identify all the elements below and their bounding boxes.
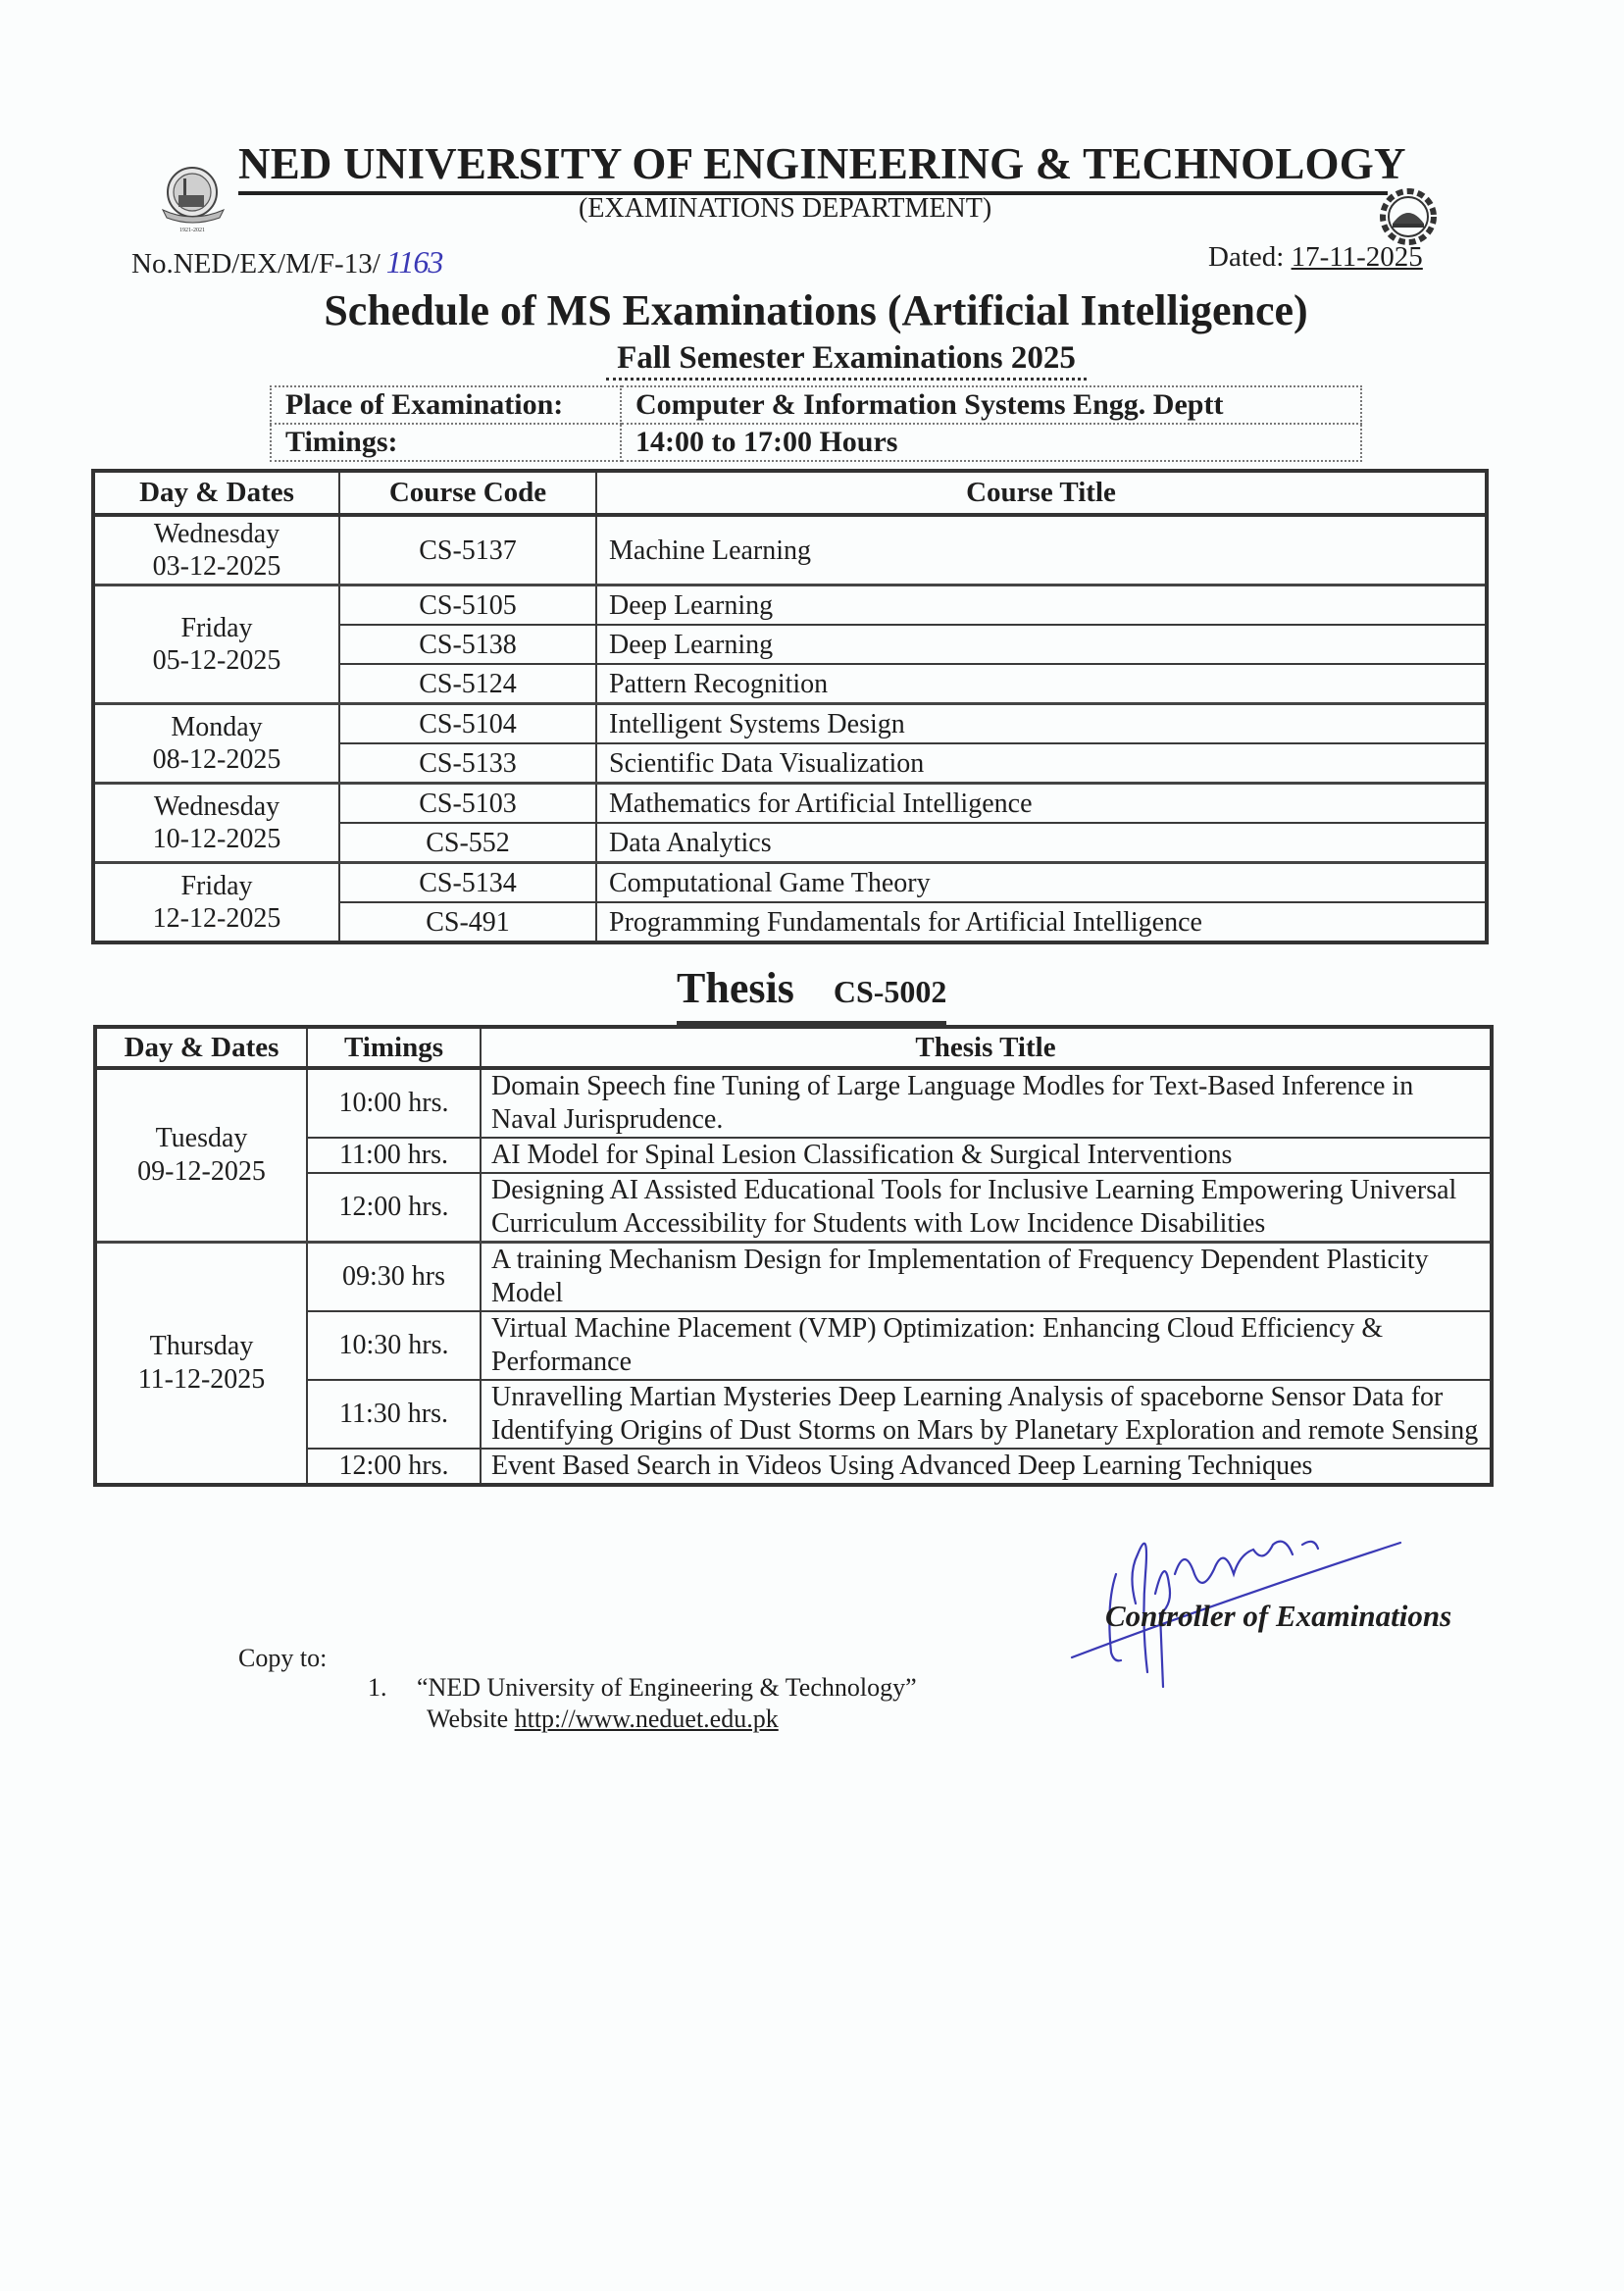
course-code: CS-5138 [339, 625, 596, 664]
thesis-row [95, 1243, 1492, 1312]
thesis-title: Domain Speech fine Tuning of Large Language Modles for Text-Based Inference in Naval Jurisprudence. [481, 1068, 1492, 1138]
exam-date: 10-12-2025 [152, 824, 281, 854]
place-row [271, 386, 1361, 424]
department-name: (EXAMINATIONS DEPARTMENT) [579, 193, 992, 224]
defense-time: 11:30 hrs. [307, 1380, 481, 1449]
defense-time: 11:00 hrs. [307, 1138, 481, 1173]
defense-day: Tuesday [155, 1123, 248, 1153]
exam-date: 05-12-2025 [152, 645, 281, 676]
thesis-heading [677, 966, 946, 1025]
copy-to-label: Copy to: [238, 1644, 328, 1672]
course-code: CS-5134 [339, 863, 596, 903]
defense-day-date-cell [95, 1068, 307, 1243]
thesis-heading-word: Thesis [677, 964, 794, 1012]
course-title: Deep Learning [596, 625, 1487, 664]
course-code: CS-552 [339, 823, 596, 863]
exam-info-box [270, 385, 1362, 462]
timings-value: 14:00 to 17:00 Hours [621, 424, 1361, 461]
defense-time: 10:30 hrs. [307, 1311, 481, 1380]
exam-date: 03-12-2025 [152, 551, 281, 582]
defense-time: 09:30 hrs [307, 1243, 481, 1312]
reference-handwritten-number: 1163 [385, 244, 443, 280]
copy-item-recipient: “NED University of Engineering & Technology” [417, 1673, 917, 1702]
defense-time: 10:00 hrs. [307, 1068, 481, 1138]
course-title: Data Analytics [596, 823, 1487, 863]
column-header-day-dates: Day & Dates [93, 471, 339, 515]
course-code: CS-5137 [339, 515, 596, 585]
course-code: CS-5104 [339, 704, 596, 744]
exam-day: Friday [180, 871, 253, 901]
exam-day: Wednesday [153, 519, 280, 549]
exam-day-date-cell [93, 585, 339, 704]
timings-label: Timings: [271, 424, 621, 461]
course-title: Mathematics for Artificial Intelligence [596, 784, 1487, 824]
thesis-table [93, 1025, 1494, 1487]
thesis-header-row [95, 1027, 1492, 1068]
copy-item-website [427, 1704, 779, 1735]
defense-date: 09-12-2025 [137, 1156, 266, 1187]
course-row [93, 704, 1487, 744]
column-header-course-code: Course Code [339, 471, 596, 515]
thesis-title: A training Mechanism Design for Implementation of Frequency Dependent Plasticity Model [481, 1243, 1492, 1312]
reference-prefix: No.NED/EX/M/F-13/ [131, 248, 381, 280]
controller-designation: Controller of Examinations [1105, 1599, 1452, 1633]
column-header-thesis-title: Thesis Title [481, 1027, 1492, 1068]
copy-to-item [368, 1672, 917, 1704]
exam-day-date-cell [93, 784, 339, 863]
website-link[interactable]: http://www.neduet.edu.pk [514, 1705, 779, 1733]
defense-time: 12:00 hrs. [307, 1449, 481, 1485]
university-name: NED UNIVERSITY OF ENGINEERING & TECHNOLOGY [238, 136, 1388, 195]
exam-day: Wednesday [153, 791, 280, 822]
thesis-title: Virtual Machine Placement (VMP) Optimization: Enhancing Cloud Efficiency & Performance [481, 1311, 1492, 1380]
course-code: CS-5133 [339, 743, 596, 784]
course-code: CS-5105 [339, 585, 596, 626]
course-title: Scientific Data Visualization [596, 743, 1487, 784]
thesis-title: Event Based Search in Videos Using Advanced Deep Learning Techniques [481, 1449, 1492, 1485]
exam-date: 12-12-2025 [152, 903, 281, 934]
timings-row [271, 424, 1361, 461]
university-seal-icon [157, 163, 231, 233]
exam-day-date-cell [93, 515, 339, 585]
exam-day-date-cell [93, 704, 339, 784]
column-header-day-dates: Day & Dates [95, 1027, 307, 1068]
document-date [1208, 240, 1423, 274]
courses-header-row [93, 471, 1487, 515]
thesis-title: AI Model for Spinal Lesion Classification & Surgical Interventions [481, 1138, 1492, 1173]
exam-day-date-cell [93, 863, 339, 943]
thesis-title: Unravelling Martian Mysteries Deep Learning Analysis of spaceborne Sensor Data for Identifying Origins of Dust Storms on Mars by Planetary Exploration and remote Sensing [481, 1380, 1492, 1449]
column-header-timings: Timings [307, 1027, 481, 1068]
schedule-title: Schedule of MS Examinations (Artificial Intelligence) [324, 286, 1308, 334]
exam-date: 08-12-2025 [152, 744, 281, 775]
defense-day-date-cell [95, 1243, 307, 1486]
course-code: CS-5124 [339, 664, 596, 704]
place-value: Computer & Information Systems Engg. Deptt [621, 386, 1361, 424]
course-title: Pattern Recognition [596, 664, 1487, 704]
website-label: Website [427, 1705, 509, 1733]
dated-value: 17-11-2025 [1291, 241, 1423, 273]
course-title: Intelligent Systems Design [596, 704, 1487, 744]
course-row [93, 863, 1487, 903]
semester-subtitle: Fall Semester Examinations 2025 [606, 338, 1087, 381]
reference-number [131, 245, 442, 280]
course-title: Machine Learning [596, 515, 1487, 585]
svg-text:1921-2021: 1921-2021 [179, 228, 205, 233]
exam-day: Monday [171, 712, 263, 742]
thesis-title: Designing AI Assisted Educational Tools for Inclusive Learning Empowering Universal Curriculum Accessibility for Students with Low Incidence Disabilities [481, 1173, 1492, 1243]
course-row [93, 784, 1487, 824]
place-label: Place of Examination: [271, 386, 621, 424]
course-code: CS-491 [339, 902, 596, 942]
course-row [93, 515, 1487, 585]
course-row [93, 585, 1487, 626]
course-title: Deep Learning [596, 585, 1487, 626]
defense-date: 11-12-2025 [137, 1364, 266, 1395]
university-seal-logo [157, 163, 231, 233]
column-header-course-title: Course Title [596, 471, 1487, 515]
copy-item-number: 1. [368, 1673, 387, 1702]
thesis-heading-code: CS-5002 [833, 974, 947, 1009]
course-code: CS-5103 [339, 784, 596, 824]
thesis-row [95, 1068, 1492, 1138]
course-title: Computational Game Theory [596, 863, 1487, 903]
courses-table [91, 469, 1489, 944]
course-title: Programming Fundamentals for Artificial Intelligence [596, 902, 1487, 942]
defense-time: 12:00 hrs. [307, 1173, 481, 1243]
dated-label: Dated: [1208, 241, 1285, 273]
exam-day: Friday [180, 613, 253, 643]
defense-day: Thursday [149, 1331, 254, 1361]
